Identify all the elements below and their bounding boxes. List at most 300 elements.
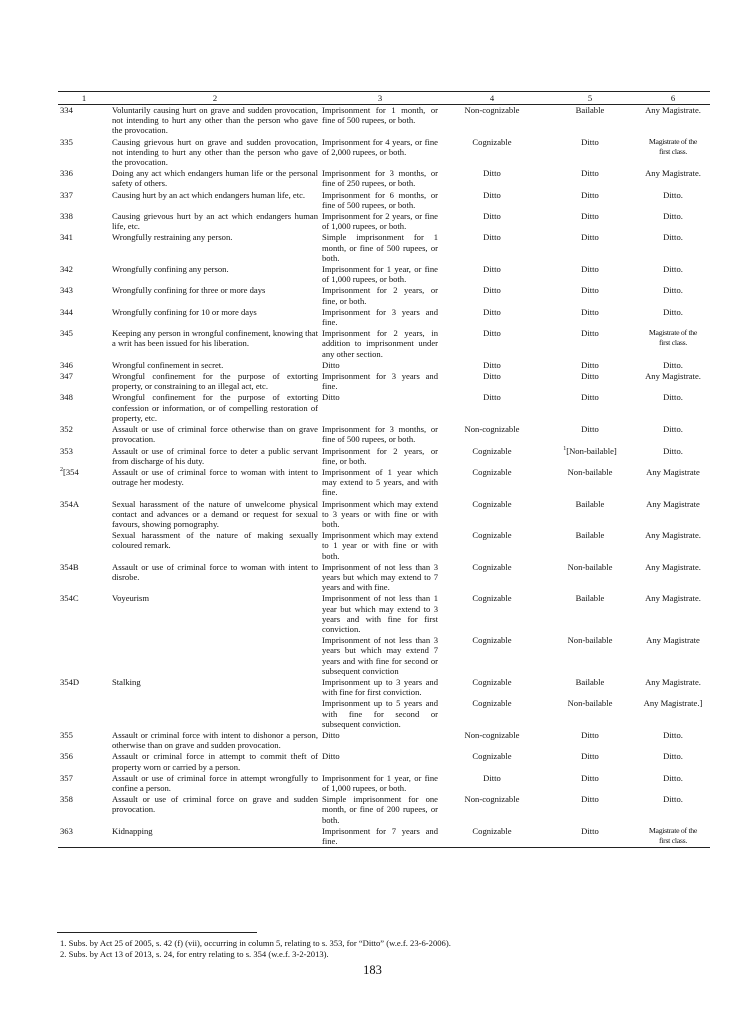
triable-cell [636,751,710,772]
bailable-cell [544,530,636,562]
offence-cell [110,232,320,264]
offence-cell [110,371,320,392]
table-row [58,751,710,772]
cognizable-cell-text: Cognizable [472,498,512,509]
cognizable-cell [440,285,544,306]
offence-cell [110,264,320,285]
offence-cell-text: Stalking [112,676,141,687]
table-row [58,499,710,531]
offence-cell-text: Sexual harassment of the nature of unwelcome physical contact and advances or a demand or request for sexual favours, showing pornography. [112,498,318,529]
table-row [58,137,710,169]
section-cell-text: 348 [60,392,73,403]
bailable-cell-text: Bailable [575,105,605,115]
cognizable-cell [440,635,544,677]
bailable-cell [544,307,636,328]
triable-cell [636,105,710,137]
bailable-cell [544,232,636,264]
section-cell [58,730,110,751]
triable-cell [636,794,710,826]
section-cell [58,168,110,189]
section-cell-text: 352 [60,424,73,435]
punishment-cell [320,467,440,499]
cognizable-cell [440,826,544,848]
page-number: 183 [363,963,382,977]
triable-cell [636,467,710,499]
cognizable-cell-text: Cognizable [472,530,512,541]
triable-cell-text: Ditto. [663,751,683,762]
punishment-cell [320,826,440,848]
punishment-cell [320,773,440,794]
offence-cell [110,730,320,751]
triable-cell [636,562,710,594]
punishment-cell-text: Simple imprisonment for 1 month, or fine of 500 rupees, or both. [322,232,438,263]
table-row [58,635,710,677]
cognizable-cell [440,264,544,285]
offence-cell-text: Wrongfully confining for 10 or more days [112,306,257,317]
cognizable-cell [440,530,544,562]
table-row [58,730,710,751]
table-row [58,826,710,848]
offence-cell-text: Wrongful confinement for the purpose of extorting confession or information, or of compelling restoration of property, etc. [112,392,318,423]
triable-cell [636,360,710,371]
offences-table [58,91,710,848]
offence-cell-text: Keeping any person in wrongful confinement, knowing that a writ has been issued for his liberation. [112,328,318,349]
section-cell-text: 354B [60,561,79,572]
table-body [58,105,710,848]
table-row [58,232,710,264]
bailable-cell-text: Bailable [575,498,605,509]
punishment-cell [320,424,440,445]
cognizable-cell-text: Non-cognizable [464,424,520,435]
bailable-cell [544,285,636,306]
table-row [58,307,710,328]
bailable-cell-text: Non-bailable [567,698,613,709]
cognizable-cell [440,360,544,371]
cognizable-cell [440,698,544,730]
punishment-cell-text: Imprisonment for 7 years and fine. [322,825,438,847]
offence-cell-text: Sexual harassment of the nature of making sexually coloured remark. [112,530,318,551]
offence-cell [110,105,320,137]
triable-cell [636,328,710,360]
section-cell [58,392,110,424]
triable-cell-text: Ditto. [663,794,683,805]
cognizable-cell-text: Ditto [483,211,501,222]
triable-cell-text: Magistrate of the first class. [648,825,698,846]
offence-cell-text: Wrongfully confining any person. [112,264,229,275]
punishment-cell [320,751,440,772]
triable-cell-text: Any Magistrate [646,498,700,509]
section-cell [58,773,110,794]
footnote-marker: 1 [563,445,567,452]
cognizable-cell-text: Ditto [483,168,501,179]
triable-cell [636,593,710,635]
section-cell [58,371,110,392]
cognizable-cell [440,168,544,189]
punishment-cell [320,137,440,169]
triable-cell [636,285,710,306]
cognizable-cell-text: Ditto [483,371,501,382]
triable-cell-text: Any Magistrate. [645,168,701,179]
section-cell-text: 343 [60,285,73,296]
punishment-cell-text: Simple imprisonment for one month, or fine of 200 rupees, or both. [322,794,438,825]
offence-cell [110,328,320,360]
punishment-cell [320,730,440,751]
section-cell [58,698,110,730]
bailable-cell [544,730,636,751]
cognizable-cell-text: Ditto [483,189,501,200]
cognizable-cell-text: Non-cognizable [464,105,520,115]
cognizable-cell [440,773,544,794]
cognizable-cell-text: Cognizable [472,635,512,646]
punishment-cell [320,635,440,677]
section-cell [58,285,110,306]
section-cell-text: 354C [60,593,79,604]
section-cell [58,211,110,232]
offence-cell-text: Assault or use of criminal force to woman with intent to outrage her modesty. [112,466,318,488]
cognizable-cell-text: Ditto [483,306,501,317]
column-header-2: 2 [110,92,320,105]
punishment-cell [320,264,440,285]
cognizable-cell-text: Cognizable [472,561,512,572]
offence-cell [110,467,320,499]
triable-cell [636,211,710,232]
table-row [58,285,710,306]
bailable-cell [544,446,636,467]
table-row [58,168,710,189]
cognizable-cell-text: Ditto [483,328,501,339]
cognizable-cell [440,794,544,826]
offence-cell [110,499,320,531]
cognizable-cell-text: Cognizable [472,466,512,477]
section-cell-text: 345 [60,328,73,339]
triable-cell-text: Any Magistrate.] [643,698,703,709]
column-header-6: 6 [636,92,710,105]
bailable-cell-text: Ditto [581,751,599,762]
triable-cell [636,826,710,848]
section-cell [58,307,110,328]
bailable-cell [544,264,636,285]
offence-cell [110,424,320,445]
offence-cell-text: Assault or use of criminal force on grave and sudden provocation. [112,794,318,815]
bailable-cell [544,794,636,826]
triable-cell [636,371,710,392]
bailable-cell-text: Ditto [581,794,599,805]
offence-cell [110,530,320,562]
triable-cell-text: Any Magistrate. [645,530,701,541]
offence-cell-text: Assault or use of criminal force otherwise than on grave provocation. [112,424,318,445]
section-cell [58,562,110,594]
cognizable-cell-text: Ditto [483,285,501,296]
column-header-1: 1 [58,92,110,105]
bailable-cell-text: Ditto [581,306,599,317]
offence-cell-text: Assault or criminal force with intent to dishonor a person, otherwise than on grave and sudden provocation. [112,729,318,751]
triable-cell [636,307,710,328]
bailable-cell [544,360,636,371]
column-header-4: 4 [440,92,544,105]
bailable-cell-text: Ditto [581,168,599,179]
triable-cell-text: Ditto. [663,232,683,243]
punishment-cell-text: Ditto [322,751,340,762]
section-cell [58,593,110,635]
section-cell [58,794,110,826]
triable-cell-text: Any Magistrate. [645,105,701,115]
table-row [58,371,710,392]
cognizable-cell [440,562,544,594]
section-cell-text: 355 [60,729,73,740]
table-row [58,794,710,826]
bailable-cell [544,424,636,445]
offence-cell-text: Assault or criminal force in attempt to commit theft of property worn or carried by a person. [112,751,318,772]
triable-cell-text: Any Magistrate. [645,593,701,604]
bailable-cell [544,190,636,211]
bailable-cell-text: Ditto [581,189,599,200]
cognizable-cell-text: Cognizable [472,136,512,147]
punishment-cell [320,371,440,392]
offence-cell [110,826,320,848]
section-cell [58,635,110,677]
punishment-cell-text: Imprisonment for 1 month, or fine of 500 rupees, or both. [322,105,438,126]
section-cell-text: 337 [60,189,73,200]
triable-cell-text: Any Magistrate [646,635,700,646]
offence-cell-text: Causing grievous hurt on grave and sudden provocation, not intending to hurt any other than the person who gave the provocation. [112,136,318,168]
cognizable-cell [440,392,544,424]
offence-cell [110,137,320,169]
offence-cell [110,635,320,677]
triable-cell-text: Ditto. [663,392,683,403]
punishment-cell [320,105,440,137]
triable-cell [636,168,710,189]
offence-cell-text: Wrongful confinement in secret. [112,359,224,370]
triable-cell [636,730,710,751]
bailable-cell [544,168,636,189]
section-cell-text: 336 [60,168,73,179]
cognizable-cell [440,328,544,360]
section-cell [58,424,110,445]
punishment-cell [320,794,440,826]
offence-cell-text: Assault or use of criminal force to woman with intent to disrobe. [112,561,318,582]
section-cell [58,328,110,360]
footnote-2: 2. Subs. by Act 13 of 2013, s. 24, for entry relating to s. 354 (w.e.f. 3-2-2013). [60,949,329,959]
cognizable-cell-text: Ditto [483,772,501,783]
table-row [58,530,710,562]
section-cell [58,137,110,169]
offence-cell-text: Voyeurism [112,593,150,604]
punishment-cell [320,392,440,424]
cognizable-cell [440,730,544,751]
triable-cell-text: Ditto. [663,264,683,275]
punishment-cell [320,307,440,328]
section-cell [58,232,110,264]
punishment-cell [320,530,440,562]
triable-cell [636,232,710,264]
punishment-cell [320,562,440,594]
punishment-cell-text: Imprisonment for 1 year, or fine of 1,000 rupees, or both. [322,772,438,793]
triable-cell-text: Magistrate of the first class. [648,136,698,156]
section-cell-text: 338 [60,211,73,222]
punishment-cell-text: Imprisonment up to 3 years and with fine for first conviction. [322,676,438,698]
offence-cell-text: Causing grievous hurt by an act which endangers human life, etc. [112,211,318,232]
cognizable-cell [440,190,544,211]
cognizable-cell [440,751,544,772]
punishment-cell-text: Imprisonment for 3 months, or fine of 500 rupees, or both. [322,424,438,445]
triable-cell-text: Any Magistrate. [645,676,701,687]
section-cell [58,105,110,137]
section-cell [58,190,110,211]
section-cell [58,467,110,499]
bailable-cell-text: Ditto [581,424,599,435]
footnote-marker: 2 [60,467,63,474]
triable-cell-text: Ditto. [663,211,683,222]
triable-cell [636,530,710,562]
cognizable-cell-text: Ditto [483,232,501,243]
offence-cell [110,285,320,306]
footnote-1: 1. Subs. by Act 25 of 2005, s. 42 (f) (vii), occurring in column 5, relating to s. 353, for “Ditto” (w.e.f. 23-6-2006). [60,938,451,948]
cognizable-cell-text: Cognizable [472,593,512,604]
cognizable-cell [440,371,544,392]
table-row [58,360,710,371]
section-cell-text: 353 [60,445,73,456]
triable-cell [636,137,710,169]
offence-cell-text: Wrongfully restraining any person. [112,232,233,243]
offence-cell [110,360,320,371]
triable-cell-text: Ditto. [663,285,683,296]
section-cell [58,751,110,772]
cognizable-cell-text: Ditto [483,392,501,403]
offence-cell-text: Kidnapping [112,825,153,836]
bailable-cell-text: Ditto [581,328,599,339]
punishment-cell-text: Ditto [322,392,340,403]
section-cell-text: 342 [60,264,73,275]
table-row [58,698,710,730]
triable-cell [636,773,710,794]
cognizable-cell-text: Cognizable [472,676,512,687]
punishment-cell [320,328,440,360]
bailable-cell [544,635,636,677]
bailable-cell-text: Ditto [581,359,599,370]
bailable-cell [544,826,636,848]
triable-cell [636,635,710,677]
punishment-cell-text: Ditto [322,729,340,740]
bailable-cell-text: Ditto [581,729,599,740]
section-cell-text: 334 [60,105,73,115]
punishment-cell-text: Imprisonment which may extend to 1 year or with fine or with both. [322,530,438,561]
punishment-cell-text: Imprisonment of 1 year which may extend to 5 years, and with fine. [322,466,438,498]
cognizable-cell [440,211,544,232]
footnote-divider [57,932,257,933]
bailable-cell-text: Ditto [581,825,599,836]
triable-cell-text: Magistrate of the first class. [648,328,698,348]
bailable-cell [544,773,636,794]
offence-cell-text: Assault or use of criminal force in attempt wrongfully to confine a person. [112,772,318,793]
cognizable-cell-text: Cognizable [472,698,512,709]
triable-cell [636,264,710,285]
punishment-cell [320,446,440,467]
section-cell [58,264,110,285]
bailable-cell [544,499,636,531]
bailable-cell-text: Ditto [581,392,599,403]
triable-cell [636,677,710,698]
triable-cell-text: Ditto. [663,189,683,200]
punishment-cell-text: Imprisonment for 3 months, or fine of 250 rupees, or both. [322,168,438,189]
punishment-cell [320,211,440,232]
section-cell [58,499,110,531]
bailable-cell-text: Ditto [581,371,599,382]
punishment-cell-text: Imprisonment for 4 years, or fine of 2,000 rupees, or both. [322,136,438,157]
punishment-cell [320,698,440,730]
bailable-cell-text: Ditto [581,285,599,296]
bailable-cell [544,105,636,137]
offence-cell-text: Doing any act which endangers human life or the personal safety of others. [112,168,318,189]
table-row [58,677,710,698]
triable-cell-text: Ditto. [663,306,683,317]
punishment-cell-text: Imprisonment for 2 years, or fine of 1,000 rupees, or both. [322,211,438,232]
offence-cell [110,773,320,794]
offence-cell [110,446,320,467]
triable-cell [636,499,710,531]
triable-cell [636,190,710,211]
triable-cell-text: Any Magistrate. [645,371,701,382]
punishment-cell [320,168,440,189]
punishment-cell-text: Imprisonment of not less than 3 years but which may extend 7 years and with fine for second or subsequent conviction [322,635,438,676]
offence-cell [110,698,320,730]
cognizable-cell-text: Cognizable [472,825,512,836]
punishment-cell [320,360,440,371]
section-cell-text: 346 [60,359,73,370]
bailable-cell-text: Bailable [575,676,605,687]
triable-cell-text: Ditto. [663,359,683,370]
offence-cell-text: Assault or use of criminal force to deter a public servant from discharge of his duty. [112,445,318,466]
section-cell-text: 358 [60,794,73,805]
triable-cell-text: Ditto. [663,445,683,456]
section-cell [58,446,110,467]
offence-cell-text: Wrongfully confining for three or more days [112,285,266,296]
triable-cell [636,424,710,445]
bailable-cell [544,751,636,772]
cognizable-cell [440,137,544,169]
punishment-cell [320,677,440,698]
table-row [58,446,710,467]
section-cell-text: 363 [60,825,73,836]
section-cell-text: 356 [60,751,73,762]
table-row [58,328,710,360]
punishment-cell-text: Imprisonment of not less than 3 years but which may extend to 7 years and with fine. [322,561,438,593]
offence-cell [110,168,320,189]
table-row [58,105,710,137]
bailable-cell [544,698,636,730]
cognizable-cell-text: Ditto [483,359,501,370]
section-cell-text: 344 [60,306,73,317]
punishment-cell-text: Imprisonment for 2 years, or fine, or both. [322,445,438,466]
triable-cell-text: Ditto. [663,772,683,783]
triable-cell-text: Any Magistrate. [645,561,701,572]
table-row [58,773,710,794]
triable-cell [636,446,710,467]
punishment-cell-text: Imprisonment for 3 years and fine. [322,306,438,328]
offence-cell [110,677,320,698]
punishment-cell [320,499,440,531]
cognizable-cell [440,424,544,445]
table-row [58,264,710,285]
punishment-cell-text: Imprisonment for 1 year, or fine of 1,000 rupees, or both. [322,264,438,285]
punishment-cell-text: Imprisonment for 2 years, or fine, or both. [322,285,438,306]
bailable-cell-text: Non-bailable [567,561,613,572]
punishment-cell [320,232,440,264]
offence-cell-text: Wrongful confinement for the purpose of extorting property, or constraining to an illegal act, etc. [112,371,318,392]
section-cell-text: 341 [60,232,73,243]
bailable-cell [544,211,636,232]
bailable-cell-text: Ditto [581,211,599,222]
offence-cell [110,562,320,594]
